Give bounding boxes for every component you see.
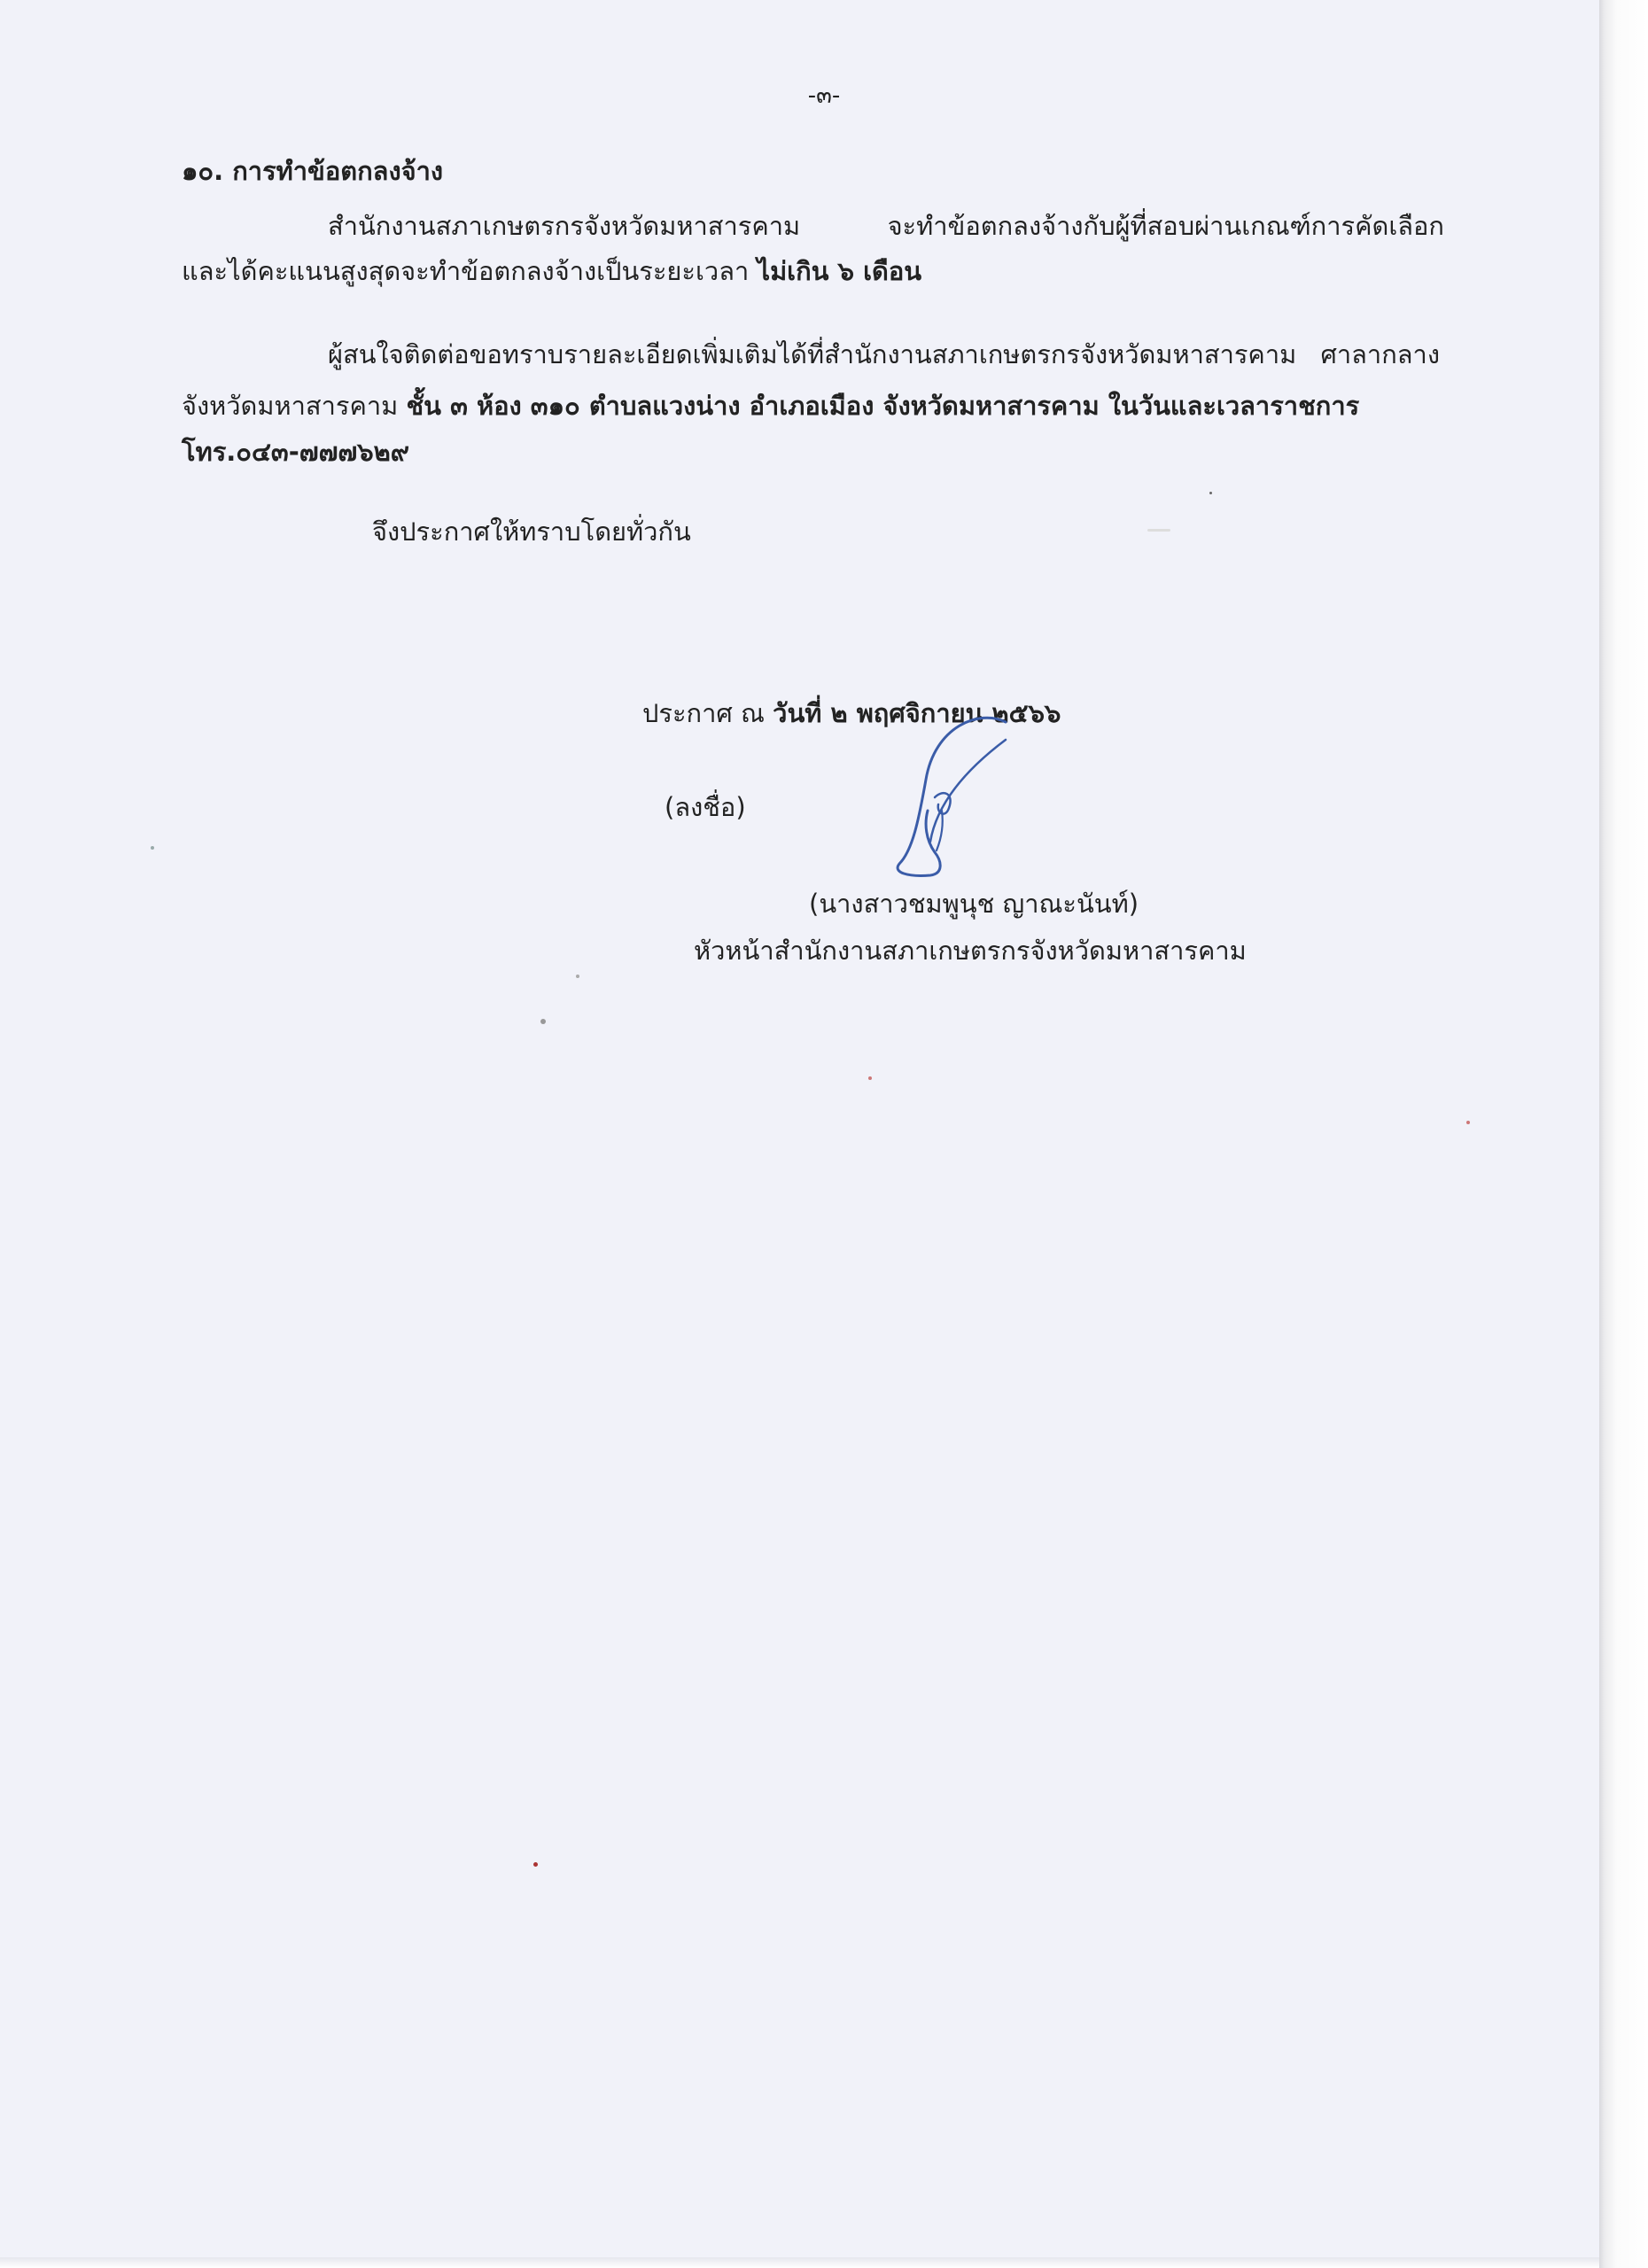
- paragraph1-line2-text: และได้คะแนนสูงสุดจะทำข้อตกลงจ้างเป็นระยะเวลา: [182, 256, 750, 286]
- closing-statement: จึงประกาศให้ทราบโดยทั่วกัน: [372, 517, 691, 547]
- paragraph1-line2: [182, 255, 921, 287]
- scan-speck: [1147, 529, 1170, 532]
- handwritten-signature: [873, 709, 1050, 895]
- scan-speck: [576, 975, 579, 978]
- scan-bottom-edge: [0, 2257, 1599, 2268]
- signatory-name: (นางสาวชมพูนุช ญาณะนันท์): [809, 889, 1139, 919]
- scan-speck: [151, 846, 154, 850]
- paragraph2-line2-text: จังหวัดมหาสารคาม: [182, 391, 399, 421]
- paragraph1-line1: สำนักงานสภาเกษตรกรจังหวัดมหาสารคาม จะทำข้อตกลงจ้างกับผู้ที่สอบผ่านเกณฑ์การคัดเลือก: [328, 211, 1444, 241]
- scan-speck: [1466, 1121, 1470, 1124]
- scan-speck: [868, 1076, 872, 1080]
- signature-label: (ลงชื่อ): [665, 792, 746, 822]
- announcement-prefix: ประกาศ ณ: [642, 698, 765, 728]
- paragraph2-line2: [182, 390, 1359, 422]
- section-heading: ๑๐. การทำข้อตกลงจ้าง: [182, 156, 444, 186]
- scan-speck: [540, 1019, 546, 1024]
- paragraph2-phone: โทร.๐๔๓-๗๗๗๖๒๙: [182, 437, 409, 467]
- paragraph2-line1: ผู้สนใจติดต่อขอทราบรายละเอียดเพิ่มเติมได้ที่สำนักงานสภาเกษตรกรจังหวัดมหาสารคาม ศาลากลาง: [328, 339, 1440, 369]
- scan-speck: [1209, 492, 1212, 494]
- paragraph2-address: ชั้น ๓ ห้อง ๓๑๐ ตำบลแวงน่าง อำเภอเมือง จังหวัดมหาสารคาม ในวันและเวลาราชการ: [406, 391, 1360, 421]
- paragraph1-duration: ไม่เกิน ๖ เดือน: [757, 256, 922, 286]
- page-number: -๓-: [807, 82, 841, 109]
- scan-edge: [1599, 0, 1648, 2268]
- signatory-position: หัวหน้าสำนักงานสภาเกษตรกรจังหวัดมหาสารคาม: [694, 936, 1247, 966]
- scan-speck: [533, 1862, 538, 1867]
- announcement-date: วันที่ ๒ พฤศจิกายน ๒๕๖๖: [773, 698, 1061, 728]
